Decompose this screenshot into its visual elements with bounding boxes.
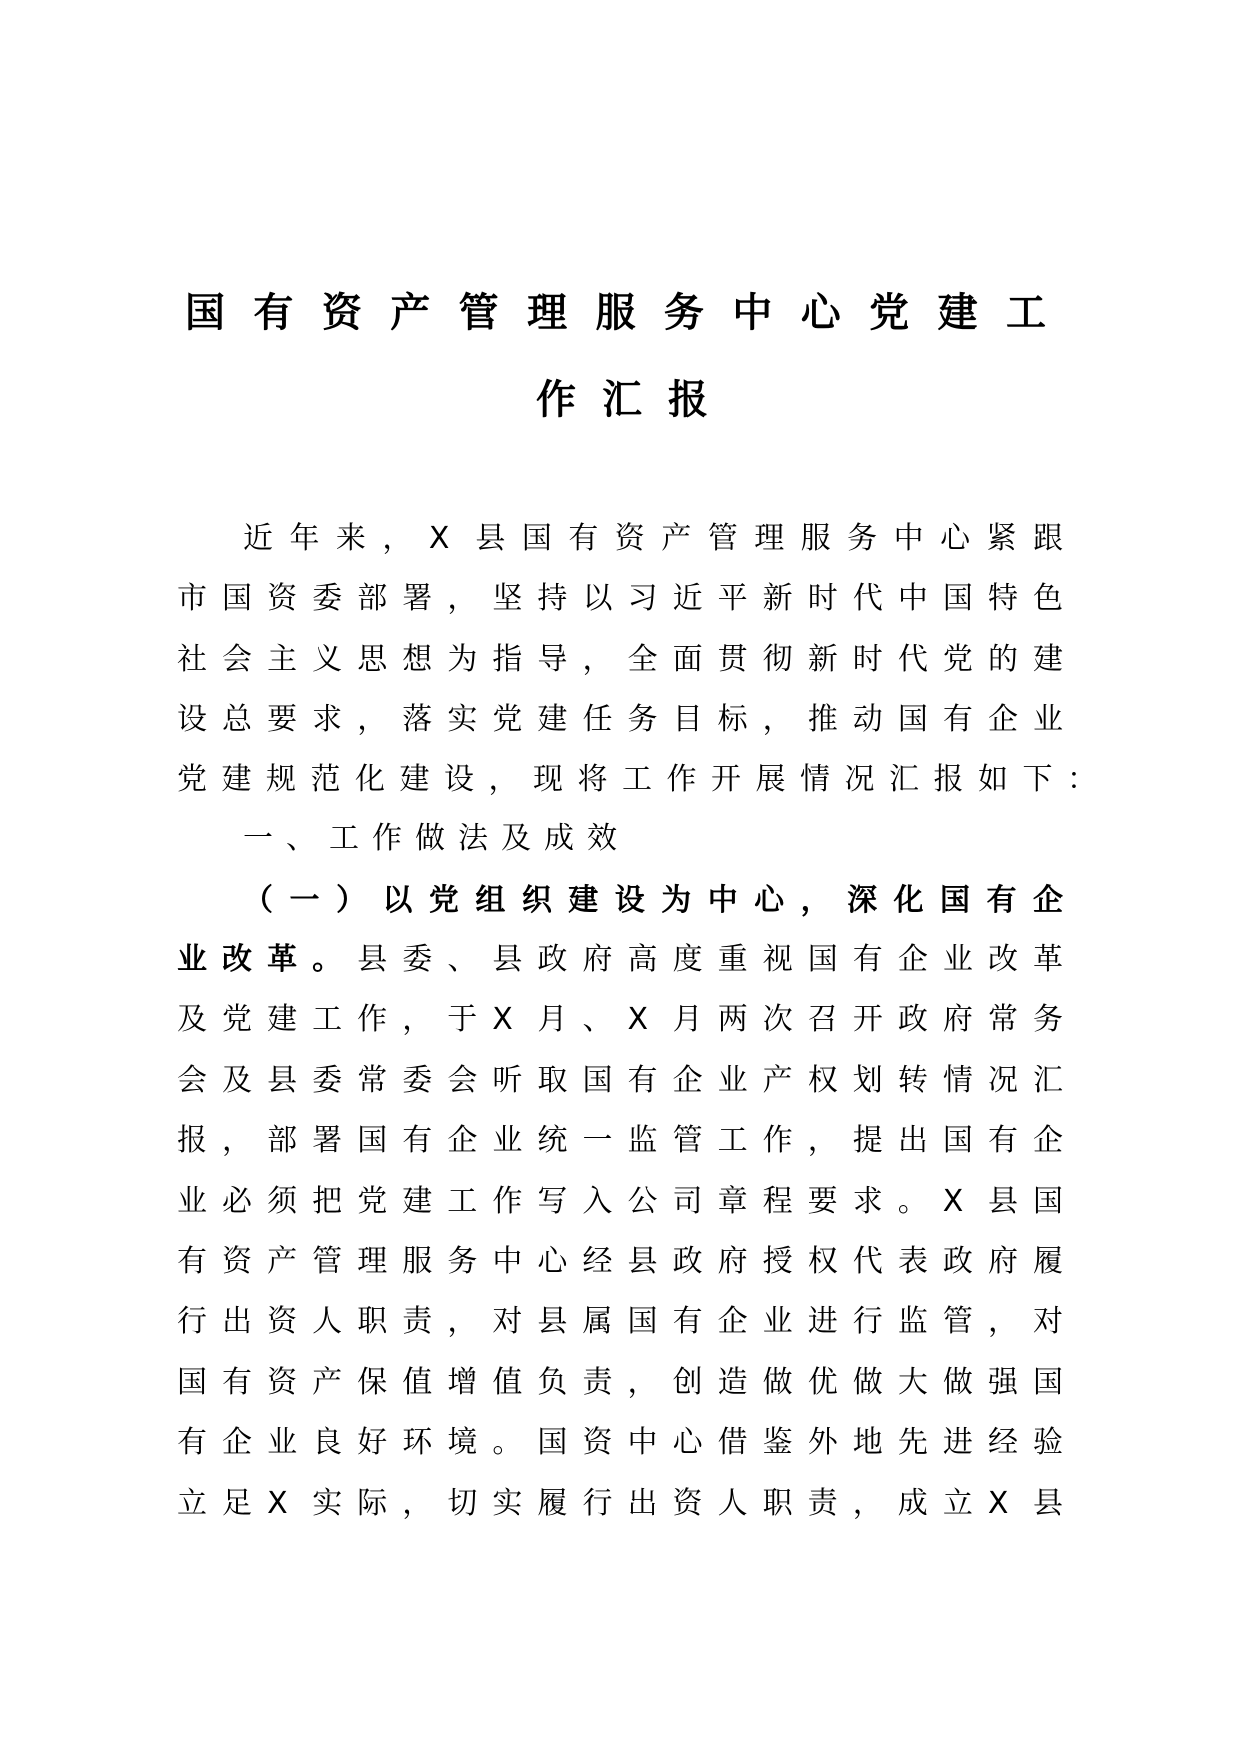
body-line: 及党建工作，于X 月、X 月两次召开政府常务 [177,1002,1063,1037]
subsection-heading: （一）以党组织建设为中心，深化国有企 [243,883,1063,918]
body-line: 有资产管理服务中心经县政府授权代表政府履 [177,1244,1063,1279]
intro-line: 市国资委部署，坚持以习近平新时代中国特色 [177,581,1063,616]
body-line: 立足X 实际，切实履行出资人职责，成立X 县 [177,1486,1063,1521]
subsection-heading-end: 业改革。 [177,942,358,977]
intro-line: 近年来，X 县国有资产管理服务中心紧跟 [243,521,1063,556]
body-line [177,940,1063,980]
body-text: 县委、县政府高度重视国有企业改革 [357,942,1064,977]
body-line: 行出资人职责，对县属国有企业进行监管，对 [177,1304,1063,1339]
document-title-line-1: 国有资产管理服务中心党建工 [185,290,1046,336]
section-heading: 一、工作做法及成效 [243,821,630,856]
body-line: 国有资产保值增值负责，创造做优做大做强国 [177,1365,1063,1400]
body-line: 报，部署国有企业统一监管工作，提出国有企 [177,1123,1063,1158]
body-line: 业必须把党建工作写入公司章程要求。X 县国 [177,1184,1063,1219]
intro-line: 社会主义思想为指导，全面贯彻新时代党的建 [177,642,1063,677]
body-line: 会及县委常委会听取国有企业产权划转情况汇 [177,1063,1063,1098]
intro-line: 设总要求，落实党建任务目标，推动国有企业 [177,702,1063,737]
intro-line: 党建规范化建设，现将工作开展情况汇报如下： [177,762,1097,797]
document-title-line-2: 作汇报 [536,377,734,423]
body-line: 有企业良好环境。国资中心借鉴外地先进经验 [177,1425,1063,1460]
